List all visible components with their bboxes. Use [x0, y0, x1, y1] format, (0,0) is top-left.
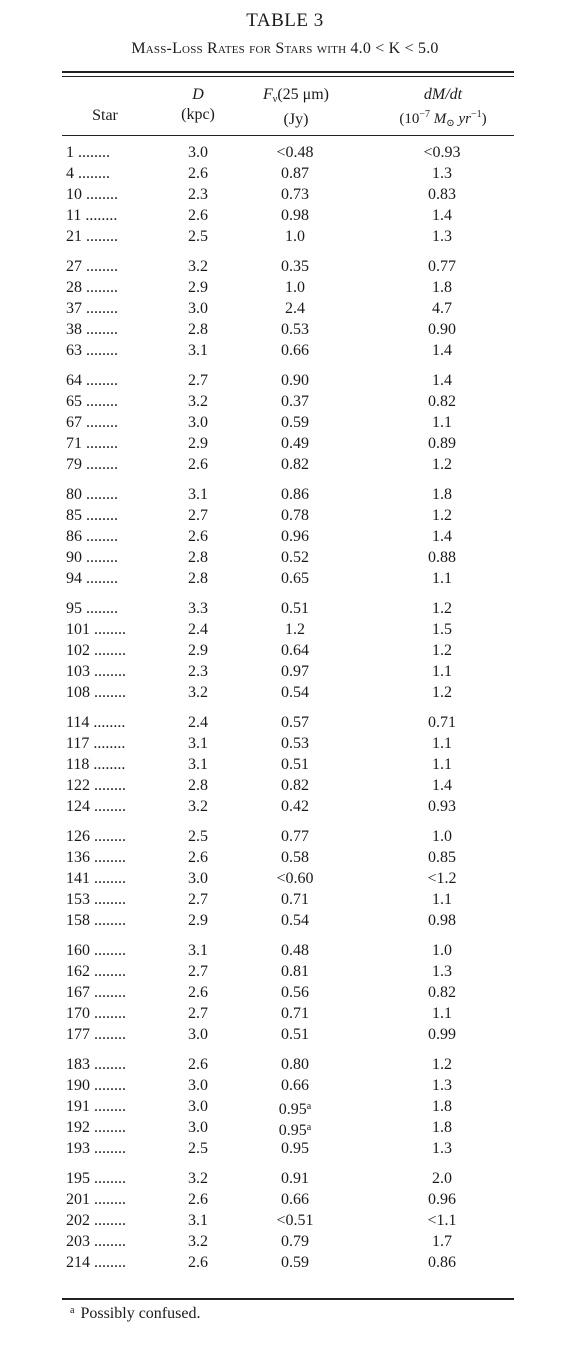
cell-star: 158 ........ [66, 912, 126, 929]
table-row [0, 340, 570, 361]
cell-star: 94 ........ [66, 570, 118, 587]
cell-massloss: 0.96 [428, 1191, 456, 1208]
cell-flux: <0.48 [276, 144, 314, 161]
cell-star: 170 ........ [66, 1005, 126, 1022]
cell-flux: 1.2 [285, 621, 305, 638]
cell-star: 64 ........ [66, 372, 118, 389]
cell-distance: 3.1 [188, 735, 208, 752]
header-flux-symbol: $F_\nu(25$ μm) [263, 86, 329, 105]
row-group [0, 256, 570, 361]
table-row [0, 1096, 570, 1117]
cell-distance: 2.9 [188, 435, 208, 452]
cell-star: 11 ........ [66, 207, 118, 224]
header-star-label: Star [92, 107, 118, 124]
cell-massloss: 1.4 [432, 528, 452, 545]
cell-distance: 2.5 [188, 828, 208, 845]
row-group [0, 598, 570, 703]
cell-massloss: <1.2 [427, 870, 457, 887]
cell-star: 153 ........ [66, 891, 126, 908]
cell-star: 90 ........ [66, 549, 118, 566]
table-row [0, 298, 570, 319]
table-row [0, 256, 570, 277]
cell-distance: 2.6 [188, 1056, 208, 1073]
cell-flux: 0.59 [281, 1254, 309, 1271]
table-row [0, 412, 570, 433]
cell-star: 65 ........ [66, 393, 118, 410]
cell-distance: 2.8 [188, 570, 208, 587]
table-row [0, 370, 570, 391]
table-row [0, 940, 570, 961]
cell-massloss: 1.1 [432, 756, 452, 773]
row-group [0, 1168, 570, 1273]
cell-star: 177 ........ [66, 1026, 126, 1043]
cell-star: 122 ........ [66, 777, 126, 794]
table-row [0, 226, 570, 247]
bottom-rule [62, 1298, 514, 1300]
cell-distance: 3.1 [188, 756, 208, 773]
cell-star: 27 ........ [66, 258, 118, 275]
cell-massloss: 1.1 [432, 570, 452, 587]
cell-flux: 0.57 [281, 714, 309, 731]
table-row [0, 1138, 570, 1159]
cell-massloss: 0.93 [428, 798, 456, 815]
cell-distance: 3.0 [188, 414, 208, 431]
table-row [0, 433, 570, 454]
cell-flux: 0.95 [281, 1140, 309, 1157]
table-row [0, 1054, 570, 1075]
cell-star: 141 ........ [66, 870, 126, 887]
row-group [0, 484, 570, 589]
table-title: TABLE 3 [246, 10, 324, 31]
table-row [0, 505, 570, 526]
cell-distance: 2.6 [188, 207, 208, 224]
footnote-ref: a [306, 1101, 312, 1112]
cell-distance: 3.1 [188, 342, 208, 359]
table-row [0, 847, 570, 868]
table-row [0, 1189, 570, 1210]
row-group [0, 826, 570, 931]
cell-distance: 2.8 [188, 777, 208, 794]
cell-massloss: 1.8 [432, 279, 452, 296]
cell-massloss: 1.8 [432, 1119, 452, 1136]
cell-massloss: 0.90 [428, 321, 456, 338]
cell-massloss: 1.2 [432, 1056, 452, 1073]
cell-distance: 2.7 [188, 372, 208, 389]
table-caption: Mass-Loss Rates for Stars with 4.0 < K < 5.0 [131, 40, 439, 57]
table-row [0, 319, 570, 340]
cell-star: 195 ........ [66, 1170, 126, 1187]
table-row [0, 640, 570, 661]
cell-flux: 1.0 [285, 228, 305, 245]
cell-massloss: 0.86 [428, 1254, 456, 1271]
cell-flux: 0.66 [281, 1191, 309, 1208]
cell-star: 191 ........ [66, 1098, 126, 1115]
table-row [0, 547, 570, 568]
cell-flux: <0.51 [276, 1212, 314, 1229]
cell-star: 103 ........ [66, 663, 126, 680]
table-row [0, 754, 570, 775]
cell-distance: 2.5 [188, 1140, 208, 1157]
cell-massloss: 1.4 [432, 207, 452, 224]
cell-distance: 3.2 [188, 258, 208, 275]
header-distance [168, 85, 228, 125]
cell-flux: 0.87 [281, 165, 309, 182]
cell-distance: 2.6 [188, 1254, 208, 1271]
cell-flux: 0.97 [281, 663, 309, 680]
table-row [0, 1075, 570, 1096]
cell-massloss: 0.83 [428, 186, 456, 203]
cell-distance: 2.9 [188, 642, 208, 659]
cell-star: 136 ........ [66, 849, 126, 866]
table-row [0, 277, 570, 298]
cell-flux: 0.77 [281, 828, 309, 845]
cell-star: 95 ........ [66, 600, 118, 617]
table-row [0, 982, 570, 1003]
cell-star: 114 ........ [66, 714, 126, 731]
cell-star: 162 ........ [66, 963, 126, 980]
cell-massloss: 1.7 [432, 1233, 452, 1250]
cell-distance: 2.9 [188, 279, 208, 296]
cell-massloss: 1.2 [432, 642, 452, 659]
cell-massloss: 1.3 [432, 228, 452, 245]
cell-star: 214 ........ [66, 1254, 126, 1271]
cell-distance: 3.0 [188, 144, 208, 161]
table-row [0, 826, 570, 847]
cell-distance: 2.5 [188, 228, 208, 245]
cell-massloss: 1.4 [432, 777, 452, 794]
cell-flux: 1.0 [285, 279, 305, 296]
cell-flux: 0.51 [281, 600, 309, 617]
header-massloss-symbol: dM/dt [423, 86, 463, 103]
cell-distance: 3.1 [188, 942, 208, 959]
cell-massloss: <0.93 [423, 144, 461, 161]
cell-flux: 0.90 [281, 372, 309, 389]
top-rule [62, 71, 514, 73]
footnote-mark: a [70, 1305, 75, 1316]
cell-star: 108 ........ [66, 684, 126, 701]
cell-flux: 0.56 [281, 984, 309, 1001]
cell-star: 86 ........ [66, 528, 118, 545]
cell-flux: 0.54 [281, 684, 309, 701]
header-flux-unit: (Jy) [283, 111, 309, 128]
cell-distance: 3.2 [188, 1233, 208, 1250]
cell-massloss: 0.88 [428, 549, 456, 566]
cell-flux: 0.98 [281, 207, 309, 224]
cell-star: 71 ........ [66, 435, 118, 452]
cell-massloss: <1.1 [427, 1212, 457, 1229]
cell-flux: 0.48 [281, 942, 309, 959]
table-row [0, 205, 570, 226]
cell-distance: 2.6 [188, 528, 208, 545]
cell-massloss: 1.2 [432, 456, 452, 473]
cell-distance: 3.0 [188, 300, 208, 317]
cell-massloss: 1.3 [432, 165, 452, 182]
footnote-text: Possibly confused. [80, 1305, 201, 1322]
cell-massloss: 1.1 [432, 735, 452, 752]
cell-massloss: 1.8 [432, 1098, 452, 1115]
cell-distance: 3.0 [188, 1026, 208, 1043]
table-row [0, 775, 570, 796]
cell-star: 190 ........ [66, 1077, 126, 1094]
cell-flux: 0.78 [281, 507, 309, 524]
row-group [0, 712, 570, 817]
header-flux [246, 85, 346, 130]
cell-distance: 3.0 [188, 1119, 208, 1136]
table-row [0, 733, 570, 754]
table-row [0, 889, 570, 910]
table-row [0, 910, 570, 931]
cell-star: 101 ........ [66, 621, 126, 638]
cell-distance: 2.6 [188, 849, 208, 866]
cell-massloss: 0.82 [428, 984, 456, 1001]
cell-massloss: 1.2 [432, 684, 452, 701]
table-row [0, 712, 570, 733]
cell-flux: 0.95$^a$ [278, 1122, 312, 1139]
cell-star: 202 ........ [66, 1212, 126, 1229]
cell-distance: 2.3 [188, 663, 208, 680]
cell-massloss: 1.5 [432, 621, 452, 638]
cell-star: 4 ........ [66, 165, 110, 182]
cell-flux: 0.82 [281, 456, 309, 473]
cell-flux: <0.60 [276, 870, 314, 887]
table-row [0, 526, 570, 547]
cell-star: 21 ........ [66, 228, 118, 245]
cell-distance: 2.7 [188, 1005, 208, 1022]
cell-flux: 0.80 [281, 1056, 309, 1073]
cell-star: 118 ........ [66, 756, 126, 773]
cell-star: 28 ........ [66, 279, 118, 296]
cell-distance: 2.8 [188, 549, 208, 566]
cell-star: 117 ........ [66, 735, 126, 752]
cell-massloss: 1.3 [432, 963, 452, 980]
table-row [0, 484, 570, 505]
footnote-ref: a [306, 1122, 312, 1133]
cell-distance: 3.2 [188, 393, 208, 410]
cell-star: 37 ........ [66, 300, 118, 317]
cell-star: 85 ........ [66, 507, 118, 524]
cell-flux: 0.52 [281, 549, 309, 566]
table-row [0, 1231, 570, 1252]
cell-star: 124 ........ [66, 798, 126, 815]
cell-distance: 3.1 [188, 486, 208, 503]
cell-flux: 0.73 [281, 186, 309, 203]
row-group [0, 1054, 570, 1159]
cell-massloss: 1.1 [432, 414, 452, 431]
cell-star: 203 ........ [66, 1233, 126, 1250]
cell-flux: 0.64 [281, 642, 309, 659]
cell-massloss: 1.0 [432, 942, 452, 959]
cell-star: 183 ........ [66, 1056, 126, 1073]
cell-star: 79 ........ [66, 456, 118, 473]
cell-massloss: 0.71 [428, 714, 456, 731]
cell-distance: 2.7 [188, 891, 208, 908]
cell-star: 67 ........ [66, 414, 118, 431]
cell-flux: 0.95$^a$ [278, 1101, 312, 1118]
table-row [0, 1117, 570, 1138]
table-row [0, 1003, 570, 1024]
cell-distance: 2.4 [188, 714, 208, 731]
cell-massloss: 4.7 [432, 300, 452, 317]
cell-distance: 2.4 [188, 621, 208, 638]
cell-massloss: 0.82 [428, 393, 456, 410]
table-row [0, 454, 570, 475]
cell-flux: 0.81 [281, 963, 309, 980]
cell-massloss: 1.1 [432, 1005, 452, 1022]
cell-massloss: 0.85 [428, 849, 456, 866]
cell-flux: 0.42 [281, 798, 309, 815]
cell-distance: 2.8 [188, 321, 208, 338]
cell-massloss: 1.1 [432, 663, 452, 680]
header-rule [62, 135, 514, 136]
table-row [0, 1168, 570, 1189]
cell-flux: 0.91 [281, 1170, 309, 1187]
table-row [0, 568, 570, 589]
cell-massloss: 1.3 [432, 1077, 452, 1094]
table-row [0, 661, 570, 682]
cell-flux: 0.71 [281, 1005, 309, 1022]
cell-flux: 0.37 [281, 393, 309, 410]
cell-star: 160 ........ [66, 942, 126, 959]
table-row [0, 619, 570, 640]
cell-distance: 3.2 [188, 684, 208, 701]
cell-massloss: 1.1 [432, 891, 452, 908]
table-row [0, 1252, 570, 1273]
cell-distance: 2.7 [188, 963, 208, 980]
table-row [0, 598, 570, 619]
cell-massloss: 1.8 [432, 486, 452, 503]
cell-star: 1 ........ [66, 144, 110, 161]
table-row [0, 796, 570, 817]
table-row [0, 682, 570, 703]
cell-star: 167 ........ [66, 984, 126, 1001]
cell-flux: 0.53 [281, 735, 309, 752]
table-row [0, 142, 570, 163]
cell-massloss: 1.4 [432, 372, 452, 389]
table-row [0, 868, 570, 889]
table-body [0, 142, 570, 1282]
cell-massloss: 0.99 [428, 1026, 456, 1043]
cell-flux: 0.49 [281, 435, 309, 452]
cell-flux: 2.4 [285, 300, 305, 317]
cell-massloss: 1.3 [432, 1140, 452, 1157]
header-distance-unit: (kpc) [181, 106, 215, 123]
cell-distance: 3.0 [188, 1098, 208, 1115]
cell-flux: 0.96 [281, 528, 309, 545]
cell-star: 126 ........ [66, 828, 126, 845]
footnote [70, 1305, 200, 1323]
header-massloss [368, 85, 518, 134]
header-distance-symbol: D [192, 86, 204, 103]
cell-flux: 0.54 [281, 912, 309, 929]
cell-flux: 0.59 [281, 414, 309, 431]
cell-massloss: 0.89 [428, 435, 456, 452]
table-row [0, 163, 570, 184]
cell-massloss: 2.0 [432, 1170, 452, 1187]
cell-flux: 0.82 [281, 777, 309, 794]
header-star [70, 106, 140, 126]
cell-massloss: 1.0 [432, 828, 452, 845]
cell-massloss: 0.98 [428, 912, 456, 929]
table-row [0, 1024, 570, 1045]
table-row [0, 1210, 570, 1231]
cell-distance: 3.1 [188, 1212, 208, 1229]
cell-distance: 3.2 [188, 1170, 208, 1187]
cell-flux: 0.65 [281, 570, 309, 587]
cell-flux: 0.51 [281, 756, 309, 773]
cell-distance: 3.2 [188, 798, 208, 815]
cell-star: 10 ........ [66, 186, 118, 203]
cell-star: 192 ........ [66, 1119, 126, 1136]
cell-distance: 2.6 [188, 984, 208, 1001]
cell-star: 80 ........ [66, 486, 118, 503]
cell-flux: 0.66 [281, 342, 309, 359]
cell-distance: 2.3 [188, 186, 208, 203]
top-rule-thin [62, 76, 514, 77]
cell-star: 201 ........ [66, 1191, 126, 1208]
table-row [0, 184, 570, 205]
cell-flux: 0.86 [281, 486, 309, 503]
row-group [0, 940, 570, 1045]
cell-distance: 2.7 [188, 507, 208, 524]
header-massloss-unit: ($10^{-7}$ $M_⊙$ $yr^{-1}$) [399, 109, 487, 129]
cell-star: 193 ........ [66, 1140, 126, 1157]
cell-flux: 0.71 [281, 891, 309, 908]
cell-distance: 3.0 [188, 870, 208, 887]
table-row [0, 961, 570, 982]
cell-flux: 0.35 [281, 258, 309, 275]
cell-distance: 2.6 [188, 456, 208, 473]
cell-distance: 3.3 [188, 600, 208, 617]
cell-star: 38 ........ [66, 321, 118, 338]
cell-massloss: 1.4 [432, 342, 452, 359]
cell-massloss: 1.2 [432, 507, 452, 524]
cell-flux: 0.66 [281, 1077, 309, 1094]
cell-distance: 3.0 [188, 1077, 208, 1094]
cell-flux: 0.58 [281, 849, 309, 866]
cell-distance: 2.6 [188, 1191, 208, 1208]
cell-massloss: 0.77 [428, 258, 456, 275]
cell-star: 102 ........ [66, 642, 126, 659]
cell-flux: 0.51 [281, 1026, 309, 1043]
table-row [0, 391, 570, 412]
row-group [0, 370, 570, 475]
cell-distance: 2.9 [188, 912, 208, 929]
cell-flux: 0.79 [281, 1233, 309, 1250]
cell-flux: 0.53 [281, 321, 309, 338]
cell-distance: 2.6 [188, 165, 208, 182]
row-group [0, 142, 570, 247]
cell-star: 63 ........ [66, 342, 118, 359]
cell-massloss: 1.2 [432, 600, 452, 617]
